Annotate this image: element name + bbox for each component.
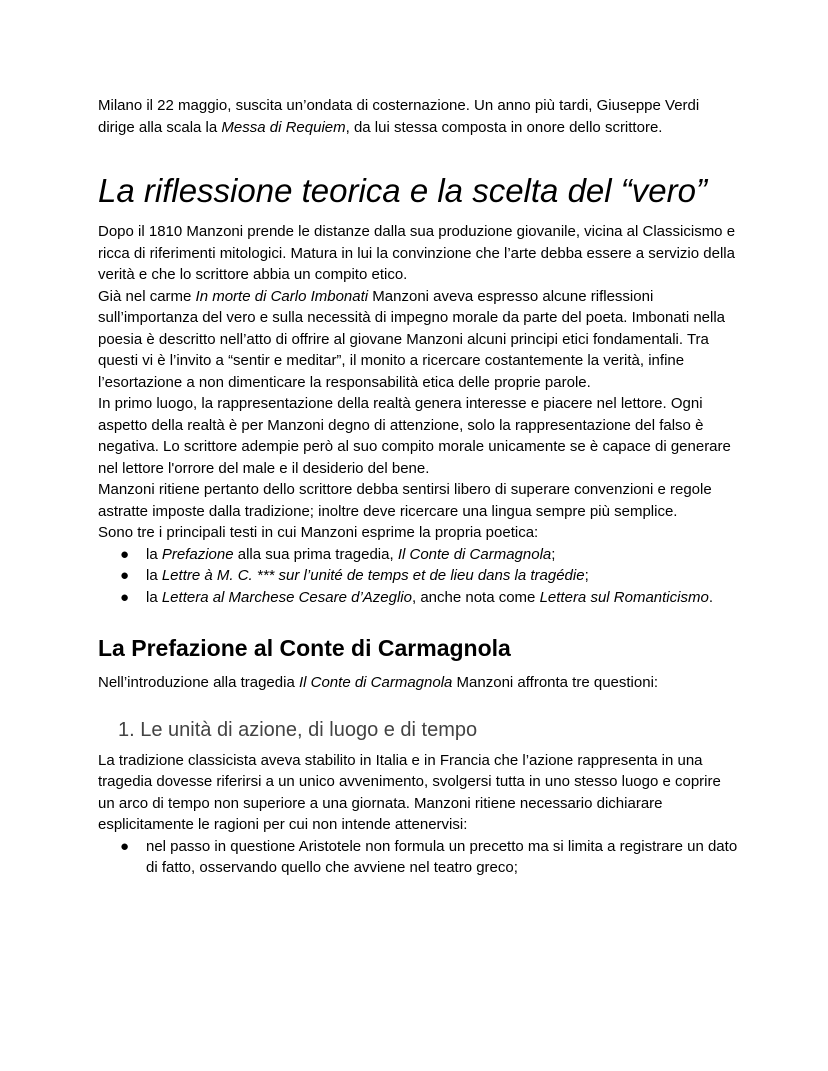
bullet-icon: ● bbox=[120, 567, 130, 584]
list-item: ● la Prefazione alla sua prima tragedia, Il Conte di Carmagnola; bbox=[98, 544, 738, 566]
section-heading-riflessione: La riflessione teorica e la scelta del “vero” bbox=[98, 172, 707, 209]
poetica-texts-list bbox=[98, 544, 738, 609]
paragraph: Già nel carme In morte di Carlo Imbonati Manzoni aveva espresso alcune riflessioni sull’importanza del vero e sulla necessità di impegno morale da parte del poeta. Imbonati nella poesia è descritto nell’atto di offrire al giovane Manzoni alcuni principi etici fondamentali. Tra questi vi è l’invito a “sentir e meditar”, il monito a ricercare costantemente la verità, infine l’esortazione a non dimenticare la responsabilità etica delle proprie parole. bbox=[98, 287, 726, 391]
bullet-icon: ● bbox=[120, 545, 130, 563]
intro-paragraph: Milano il 22 maggio, suscita un’ondata di costernazione. Un anno più tardi, Giuseppe Verdi dirige alla scala la Messa di Requiem, da lui stessa composta in onore dello scrittore. bbox=[98, 97, 700, 136]
paragraph: Nell’introduzione alla tragedia Il Conte di Carmagnola Manzoni affronta tre questioni: bbox=[98, 674, 659, 691]
paragraph: Dopo il 1810 Manzoni prende le distanze dalla sua produzione giovanile, vicina al Classicismo e ricca di riferimenti mitologici. Matura in lui la convinzione che l’arte debba essere a servizio della verità e che lo scrittore abbia un compito etico. bbox=[98, 223, 736, 283]
bullet-icon: ● bbox=[120, 837, 130, 855]
paragraph: La tradizione classicista aveva stabilito in Italia e in Francia che l’azione rappresenta in una tragedia dovesse riferirsi a un unico avvenimento, svolgersi tutta in uno stesso luogo e coprire un arco di tempo non superiore a una giornata. Manzoni ritiene necessario dichiarare esplicitamente le ragioni per cui non intende attenervisi: bbox=[98, 751, 721, 833]
reasons-list bbox=[98, 836, 738, 879]
list-item: ● la Lettre à M. C. *** sur l’unité de temps et de lieu dans la tragédie; bbox=[98, 565, 738, 587]
list-item: ● la Lettera al Marchese Cesare d’Azeglio, anche nota come Lettera sul Romanticismo. bbox=[98, 587, 738, 609]
subsection-heading-unita: 1. Le unità di azione, di luogo e di tempo bbox=[118, 718, 478, 741]
paragraph: Manzoni ritiene pertanto dello scrittore debba sentirsi libero di superare convenzioni e regole astratte imposte dalla tradizione; inoltre deve ricercare una lingua sempre più semplice. bbox=[98, 481, 712, 520]
section-heading-prefazione: La Prefazione al Conte di Carmagnola bbox=[98, 635, 511, 661]
list-item: ● nel passo in questione Aristotele non formula un precetto ma si limita a registrare un dato di fatto, osservando quello che avviene nel teatro greco; bbox=[120, 837, 738, 876]
document-body bbox=[98, 95, 738, 879]
paragraph: In primo luogo, la rappresentazione della realtà genera interesse e piacere nel lettore. Ogni aspetto della realtà è per Manzoni degno di attenzione, solo la rappresentazione del falso è negativa. Lo scrittore adempie però al suo compito morale unicamente se è capace di generare nel lettore l'orrore del male e il desiderio del bene. bbox=[98, 395, 731, 477]
bullet-icon: ● bbox=[120, 588, 130, 606]
paragraph: Sono tre i principali testi in cui Manzoni esprime la propria poetica: bbox=[98, 524, 539, 541]
